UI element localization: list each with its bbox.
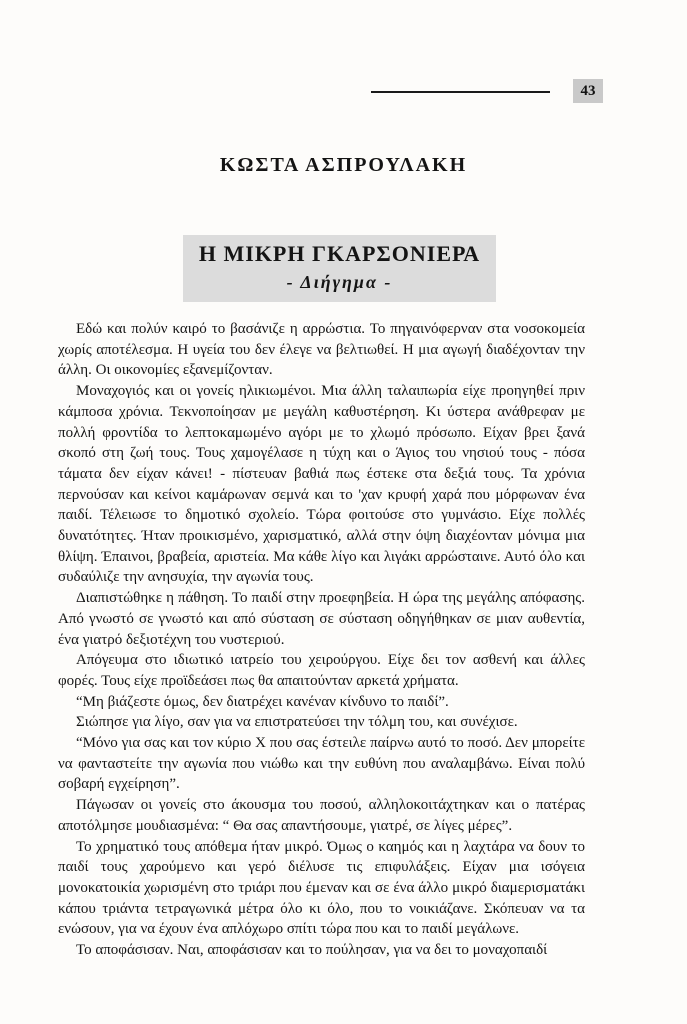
paragraph: Μοναχογιός και οι γονείς ηλικιωμένοι. Μια άλλη ταλαιπωρία είχε προηγηθεί πριν κάμποσα χρόνια. Τεκνοποίησαν με μεγάλη καθυστέρηση. Κι ύστερα ανάθρεφαν με πολλή φροντίδα το λεπτοκαμωμένο αγόρι με το χλωμό πρόσωπο. Είχαν βρει ξανά σκοπό στη ζωή τους. Τους χαμογέλασε η τύχη και ο Άγιος του νησιού τους - πόσα τάματα δεν είχαν κάνει! - πίστευαν βαθιά πως έστεκε στα δεξιά τους. Τα χρόνια περνούσαν και κείνοι καμάρωναν σεμνά και το 'χαν κρυφή χαρά που μόρφωναν ένα παιδί. Τέλειωσε το δημοτικό σχολείο. Τώρα φοιτούσε στο γυμνάσιο. Είχε πολλές δυνατότητες. Ήταν προικισμένο, χαρισματικό, αλλά στην όψη διαχέονταν μόνιμα μια θλίψη. Έπαινοι, βραβεία, αριστεία. Μα κάθε λίγο και λιγάκι αρρώσταινε. Αυτό όλο και συδαύλιζε την ανησυχία, την αγωνία τους. — [58, 383, 585, 586]
paragraph: Σιώπησε για λίγο, σαν για να επιστρατεύσει την τόλμη του, και συνέχισε. — [76, 714, 518, 731]
paragraph: Απόγευμα στο ιδιωτικό ιατρείο του χειρούργου. Είχε δει τον ασθενή και άλλες φορές. Τους είχε προϊδεάσει πως θα απαιτούνταν αρκετά χρήματα. — [58, 652, 585, 689]
paragraph: Εδώ και πολύν καιρό το βασάνιζε η αρρώστια. Το πηγαινόφερναν στα νοσοκομεία χωρίς αποτέλεσμα. Η υγεία του δεν έλεγε να βελτιωθεί. Η μια αγωγή διαδέχονταν την άλλη. Οι οικονομίες εξανεμίζονταν. — [58, 321, 585, 379]
paragraph: “Μόνο για σας και τον κύριο Χ που σας έστειλε παίρνω αυτό το ποσό. Δεν μπορείτε να φανταστείτε την αγωνία που νιώθω και την ευθύνη που αναλαμβάνω. Είναι πολύ σοβαρή εγχείρηση”. — [58, 735, 585, 793]
page-number: 43 — [573, 79, 603, 103]
paragraph: Διαπιστώθηκε η πάθηση. Το παιδί στην προεφηβεία. Η ώρα της μεγάλης απόφασης. Από γνωστό σε γνωστό και από σύσταση σε σύσταση οδηγήθηκαν σε μιαν αυθεντία, ένα γιατρό δεξιοτέχνη του νυστεριού. — [58, 590, 585, 648]
paragraph: Πάγωσαν οι γονείς στο άκουσμα του ποσού, αλληλοκοιτάχτηκαν και ο πατέρας αποτόλμησε μουδιασμένα: “ Θα σας απαντήσουμε, γιατρέ, σε λίγες μέρες”. — [58, 797, 585, 834]
paragraph: Το αποφάσισαν. Ναι, αποφάσισαν και το πούλησαν, για να δει το μοναχοπαιδί — [76, 942, 548, 959]
author-name: ΚΩΣΤΑ ΑΣΠΡΟΥΛΑΚΗ — [219, 154, 468, 176]
paragraph: “Μη βιάζεστε όμως, δεν διατρέχει κανέναν κίνδυνο το παιδί”. — [76, 693, 449, 710]
paragraph: Το χρηματικό τους απόθεμα ήταν μικρό. Όμως ο καημός και η λαχτάρα να δουν το παιδί τους χαρούμενο και γερό διέλυσε τις επιφυλάξεις. Είχαν μια ισόγεια μονοκατοικία χωρισμένη στο τριάρι που έμεναν και σε ένα άλλο μικρό διαμερισματάκι κάπου τριάντα τετραγωνικά μέτρα όλο κι όλο, που το νοικιάζανε. Σκόπευαν να τα ενώσουν, για να έχουν ένα απλόχωρο σπίτι τώρα που και το παιδί μεγάλωνε. — [58, 838, 585, 938]
story-title: Η ΜΙΚΡΗ ΓΚΑΡΣΟΝΙΕΡΑ — [198, 241, 481, 266]
story-body — [58, 319, 585, 961]
header-rule — [371, 91, 550, 93]
title-box — [183, 235, 496, 302]
story-genre: - Διήγημα - — [286, 272, 393, 292]
